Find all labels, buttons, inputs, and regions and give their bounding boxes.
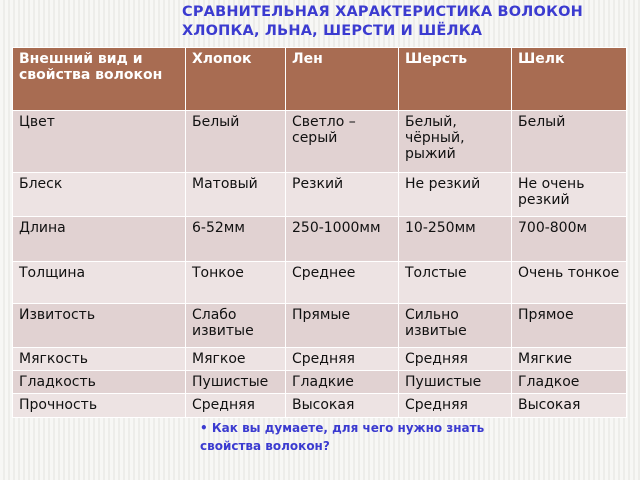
cell-cotton: Тонкое <box>186 262 286 304</box>
cell-cotton: Белый <box>186 111 286 173</box>
row-label: Мягкость <box>13 348 186 371</box>
cell-cotton: Слабо извитые <box>186 304 286 348</box>
cell-flax: Резкий <box>286 173 399 217</box>
cell-wool: 10-250мм <box>399 217 512 262</box>
cell-flax: Светло – серый <box>286 111 399 173</box>
cell-silk: Прямое <box>512 304 627 348</box>
cell-silk: Высокая <box>512 394 627 418</box>
row-label: Прочность <box>13 394 186 418</box>
header-properties: Внешний вид и свойства волокон <box>13 48 186 111</box>
cell-cotton: Матовый <box>186 173 286 217</box>
header-flax: Лен <box>286 48 399 111</box>
table-row <box>13 217 627 262</box>
cell-wool: Средняя <box>399 394 512 418</box>
row-label: Извитость <box>13 304 186 348</box>
cell-cotton: Мягкое <box>186 348 286 371</box>
row-label: Гладкость <box>13 371 186 394</box>
cell-flax: Высокая <box>286 394 399 418</box>
table-row <box>13 173 627 217</box>
cell-wool: Пушистые <box>399 371 512 394</box>
question-text <box>200 419 620 455</box>
row-label: Толщина <box>13 262 186 304</box>
cell-wool: Не резкий <box>399 173 512 217</box>
cell-cotton: Пушистые <box>186 371 286 394</box>
fiber-properties-table <box>12 47 627 418</box>
table-row <box>13 371 627 394</box>
cell-silk: Не очень резкий <box>512 173 627 217</box>
header-silk: Шелк <box>512 48 627 111</box>
cell-silk: 700-800м <box>512 217 627 262</box>
cell-flax: Прямые <box>286 304 399 348</box>
cell-silk: Мягкие <box>512 348 627 371</box>
row-label: Блеск <box>13 173 186 217</box>
cell-wool: Сильно извитые <box>399 304 512 348</box>
table-row <box>13 348 627 371</box>
cell-flax: 250-1000мм <box>286 217 399 262</box>
cell-cotton: 6-52мм <box>186 217 286 262</box>
cell-silk: Очень тонкое <box>512 262 627 304</box>
cell-flax: Гладкие <box>286 371 399 394</box>
cell-wool: Белый, чёрный, рыжий <box>399 111 512 173</box>
cell-wool: Толстые <box>399 262 512 304</box>
table-row <box>13 304 627 348</box>
slide-title: СРАВНИТЕЛЬНАЯ ХАРАКТЕРИСТИКА ВОЛОКОН ХЛОПКА, ЛЬНА, ШЕРСТИ И ШЁЛКА <box>182 4 583 39</box>
header-wool: Шерсть <box>399 48 512 111</box>
cell-silk: Гладкое <box>512 371 627 394</box>
table-header-row <box>13 48 627 111</box>
row-label: Цвет <box>13 111 186 173</box>
question-line-2: свойства волокон? <box>200 439 330 453</box>
question-line-1: • Как вы думаете, для чего нужно знать <box>200 421 485 435</box>
table-row <box>13 262 627 304</box>
row-label: Длина <box>13 217 186 262</box>
cell-cotton: Средняя <box>186 394 286 418</box>
cell-flax: Средняя <box>286 348 399 371</box>
table-row <box>13 111 627 173</box>
cell-silk: Белый <box>512 111 627 173</box>
header-cotton: Хлопок <box>186 48 286 111</box>
cell-wool: Средняя <box>399 348 512 371</box>
cell-flax: Среднее <box>286 262 399 304</box>
table-row <box>13 394 627 418</box>
